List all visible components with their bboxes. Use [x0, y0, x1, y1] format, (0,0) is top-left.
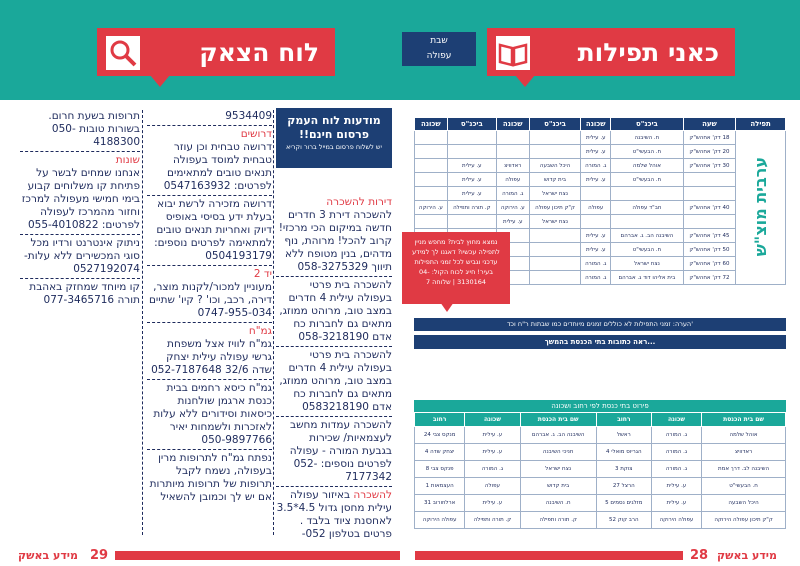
prayer-cell: ק"ק תיכון עפולה: [529, 201, 581, 215]
address-cell: ארלוזורוב 31: [415, 495, 465, 512]
ad-rental-3: להשכרה בית פרטי בעפולה עילית 4 חדרים במצב טוב, מרוהט ממוזג, מתאים גם לחברות כח אדם 0583218190: [279, 349, 392, 413]
prayer-time-cell: 40 דק' אחהש"ק: [683, 201, 735, 215]
ad-rental-5-prefix: להשכרה: [353, 489, 392, 501]
ad-rental-1: להשכרה דירת 3 חדרים חדשה במיקום הכי מרכזי! קרוב להכל! מרוהת, נוף מדהים, בנין מטופח ללא תיווך 058-3275329: [278, 209, 392, 273]
heading-misc: שונות: [115, 154, 140, 166]
prayer-row: [415, 159, 786, 173]
prayer-cell: [415, 187, 448, 201]
prayer-cell: ע. עילית: [581, 131, 611, 145]
address-cell: העצמאות 1: [415, 478, 465, 495]
prayer-cell: ג. המורה: [581, 271, 611, 285]
ad-misc-1: אנחנו שמחים לבשר על פתיחת קו משלוחים קבוע בימי חמישי מעפולה למרכז וחזור מהמרכז לעפולה לפרטים: 055-4010822: [21, 167, 140, 231]
prayer-cell: [529, 243, 581, 257]
ad-misc-2: ניתוק אינטרנט ורדיו מכל סוגי המכשירים ללא עלות- 0527192074: [24, 237, 140, 275]
prayer-cell: [415, 131, 448, 145]
prayer-cell: ג. המורה: [581, 159, 611, 173]
prayer-cell: ע. עילית: [581, 229, 611, 243]
prayer-time-cell: 20 דק' אחהש"ק: [683, 145, 735, 159]
prayer-cell: בית אליהו דוד ג. אברהם: [611, 271, 684, 285]
prayer-col-header: שכונה: [415, 118, 448, 131]
page-number-left: 29: [90, 548, 109, 563]
ad-misc-3: קו מיוחד שמחזק באהבת תורה 077-3465716: [29, 281, 140, 306]
address-row: [415, 461, 786, 478]
ad-gemach-2: גמ"ח כיסא רחמים בבית כנסת ארגמן שולחנות כיסאות וסידורים ללא עלות לאזכרות ולשמחות יאיר 050-9897766: [153, 382, 272, 446]
ad-second-hand: מעוניין למכור/לקנות מוצר, דירה, רכב, וכו' ? קיו' שתיים 0747-955-034: [148, 281, 272, 319]
book-icon: [493, 33, 533, 73]
address-cell: היכל השבעה: [702, 495, 786, 512]
ad-rental-5: באיזור עפולה עילית מחסן גדול 4.5*3.5 לאחסנת ציוד בלבד . פרטים בטלפון 052-: [276, 489, 392, 540]
prayer-cell: ע. עילית: [496, 215, 529, 229]
prayer-cell: ח. הבעשי"ט: [611, 243, 684, 257]
prayer-time-cell: 72 דק' אחהש"ק: [683, 271, 735, 285]
prayer-cell: [415, 173, 448, 187]
prayer-cell: בית קדוש: [529, 173, 581, 187]
address-row: [415, 512, 786, 529]
address-col-header: שכונה: [465, 413, 520, 427]
heading-wanted: דרושים: [240, 128, 272, 140]
ads-box-instructions: יש לשלוח פרסום במייל ברור וקריא: [286, 143, 382, 151]
footer-brand-right: מידע באשק: [717, 549, 777, 562]
address-cell: ג. המורה: [651, 444, 701, 461]
free-ads-box: [276, 108, 392, 168]
prayer-row: [415, 131, 786, 145]
address-cell: ח. השיבנה: [520, 495, 596, 512]
address-cell: יצחק שדה 4: [415, 444, 465, 461]
prayer-cell: ק. תורה ותפילה: [447, 201, 496, 215]
prayer-row: [415, 187, 786, 201]
city-badge: [402, 32, 476, 66]
ad-misc-top: תרופות בשעת חרום. בשורות טובות 050-4188300: [48, 110, 140, 148]
prayer-cell: [529, 145, 581, 159]
address-cell: ע. עילית: [465, 444, 520, 461]
prayer-cell: היכל השבעה: [529, 159, 581, 173]
classifieds-column-misc: [20, 110, 140, 307]
address-table-title: פירוט בתי כנסת לפי רחוב ושכונה: [414, 400, 786, 412]
prayer-cell: ע. עילית: [581, 145, 611, 159]
address-row: [415, 427, 786, 444]
address-cell: ק. תורה ותפילה: [520, 512, 596, 529]
prayer-cell: ע. עילית: [581, 243, 611, 257]
prayer-col-header: שכונה: [496, 118, 529, 131]
prayer-col-header: ביכנ"ס: [611, 118, 684, 131]
prayer-cell: [529, 257, 581, 271]
ad-rental-4: להשכרה עמדות מחשב לעצמאיות/ שכירות בגבעת המורה - עפולה לפרטים נוספים: 052-7177342: [289, 419, 392, 483]
prayer-cell: ע. עילית: [447, 173, 496, 187]
address-cell: חניכי השיבנה: [520, 444, 596, 461]
footer-bar-right: [415, 551, 683, 560]
heading-gemach: גמ"ח: [248, 325, 272, 337]
address-col-header: שם בית הכנסת: [520, 413, 596, 427]
address-col-header: שם בית הכנסת: [702, 413, 786, 427]
prayer-cell: [529, 131, 581, 145]
prayer-cell: [529, 229, 581, 243]
classifieds-column-jobs: [147, 110, 272, 504]
address-cell: השיבנה הב. ג. אברהם: [520, 427, 596, 444]
prayer-cell: ח. השיבנה: [611, 131, 684, 145]
address-col-header: רחוב: [596, 413, 651, 427]
prayer-col-header: ביכנ"ס: [529, 118, 581, 131]
address-cell: ח. הבעשי"ט: [702, 478, 786, 495]
address-cell: בית קדוש: [520, 478, 596, 495]
address-cell: השיבנה לב. דרך אמת: [702, 461, 786, 478]
address-cell: עפולה הירוקה: [651, 512, 701, 529]
magnifier-icon: [103, 33, 143, 73]
ads-box-free: פרסום חינם!!: [298, 128, 370, 141]
prayer-cell: [415, 159, 448, 173]
section-title-right: כאני תפילות: [487, 28, 735, 76]
prayer-cell: ח. הבעשי"ט: [611, 173, 684, 187]
speech-tail-right: [515, 75, 535, 87]
address-cell: ראדוויצ: [702, 444, 786, 461]
address-cell: אוהל שלמה: [702, 427, 786, 444]
prayer-cell: ע. עילית: [581, 173, 611, 187]
prayer-cell: ע. עילית: [447, 159, 496, 173]
prayer-note-see-addresses: ראה כתובות בתי הכנסת בהמשך...: [414, 335, 786, 349]
ad-gemach-1: גמ"ח לוויז אצל משפחת גרשי עפולה עילית יצחק שדה 32/6 052-7187648: [151, 338, 272, 376]
address-cell: מנקס צבי 24: [415, 427, 465, 444]
prayer-time-cell: [683, 187, 735, 201]
prayer-row: [415, 215, 786, 229]
prayer-cell: [529, 271, 581, 285]
prayer-cell: עפולה: [581, 201, 611, 215]
address-cell: ע. עילית: [651, 495, 701, 512]
address-row: [415, 444, 786, 461]
prayer-cell: [496, 131, 529, 145]
classifieds-column-rentals: [276, 196, 392, 541]
address-cell: ג. המורה: [651, 461, 701, 478]
heading-second-hand: יד 2: [253, 268, 272, 280]
prayer-type-cell: [736, 131, 786, 285]
prayer-time-cell: 60 דק' אחהש"ק: [683, 257, 735, 271]
address-cell: הגריוס מואלי 4: [596, 444, 651, 461]
heading-rentals: דירות להשכרה: [326, 196, 392, 208]
prayer-cell: ע. הירוקה: [415, 201, 448, 215]
footer-bar-left: [115, 551, 400, 560]
prayer-cell: עפולה: [496, 173, 529, 187]
address-cell: ג. המורה: [465, 461, 520, 478]
address-cell: נצח ישראל: [520, 461, 596, 478]
page-number-right: 28: [690, 548, 709, 563]
prayer-cell: ראדוויצ: [496, 159, 529, 173]
footer-brand-left: מידע באשק: [18, 549, 78, 562]
prayer-cell: [581, 187, 611, 201]
prayer-cell: ג. המורה: [496, 187, 529, 201]
column-divider: [142, 110, 143, 535]
prayer-type-label: ערבית מוצ"ש: [751, 156, 771, 257]
address-cell: צוקת 3: [596, 461, 651, 478]
promo-bubble-tail: [440, 302, 454, 312]
address-cell: עפולה הירוקה: [415, 512, 465, 529]
ad-rental-2: להשכרה בית פרטי בעפולה עילית 4 חדרים במצב טוב, מרוהט ממוזג, מתאים גם לחברות כח אדם 058-3218190: [279, 279, 392, 343]
prayer-cell: נצח ישראל: [529, 215, 581, 229]
prayer-cell: [447, 145, 496, 159]
prayer-note: הערה: זמני התפילות לא כוללים זמנים מיוחדים כמו שבתות ר"ח וכד': [414, 318, 786, 331]
address-cell: ע. עילית: [465, 427, 520, 444]
prayer-cell: נצח ישראל: [529, 187, 581, 201]
prayer-cell: [447, 131, 496, 145]
prayer-time-cell: [683, 173, 735, 187]
prayer-col-header: שעה: [683, 118, 735, 131]
address-cell: ק"ק תיכון עפולה הירוקה: [702, 512, 786, 529]
section-title-left: לוח הצאק: [97, 28, 335, 76]
ads-box-title: מודעות לוח העמק: [287, 114, 381, 127]
prayer-cell: [415, 215, 448, 229]
promo-bubble: נמצא מחוץ לבית? מחפש מניין לתפילה עכשיו? דאגנו לך למידע עדכני וגביש לכל זמני התפילות בעיר! חייג לכוח הקול: 04-3130164 | שלוחה 7: [402, 232, 510, 304]
address-cell: מזלגים נסמים 5: [596, 495, 651, 512]
prayer-col-header: תפילה: [736, 118, 786, 131]
address-cell: ג. המורה: [651, 427, 701, 444]
address-cell: הרצל 27: [596, 478, 651, 495]
prayer-time-cell: 18 דק' אחהש"ק: [683, 131, 735, 145]
prayer-cell: חב"ד עפולה: [611, 201, 684, 215]
prayer-cell: [447, 215, 496, 229]
prayer-cell: [611, 215, 684, 229]
prayer-time-cell: 45 דק' אחהש"ק: [683, 229, 735, 243]
address-row: [415, 495, 786, 512]
address-col-header: שכונה: [651, 413, 701, 427]
address-col-header: רחוב: [415, 413, 465, 427]
city-line1: שבת: [430, 36, 448, 46]
prayer-row: [415, 145, 786, 159]
address-cell: הרב קוק 52: [596, 512, 651, 529]
prayer-cell: [581, 215, 611, 229]
prayer-cell: ע. הירוקה: [496, 201, 529, 215]
prayer-row: [415, 201, 786, 215]
address-cell: ע. עילית: [651, 478, 701, 495]
column-divider: [273, 110, 274, 535]
address-cell: ע. עילית: [465, 495, 520, 512]
address-cell: ק. תורה ותפילה: [465, 512, 520, 529]
ad-job-2: דרושה מזכירה לרשת יבוא בעלת ידע בסיסי באופיס דיוק ואחריות תנאים טובים למתאימה לפרטים נוספים: 0504193179: [154, 198, 272, 262]
prayer-cell: אוהל שלמה: [611, 159, 684, 173]
prayer-cell: ח. הבעשי"ט: [611, 145, 684, 159]
address-row: [415, 478, 786, 495]
prayer-col-header: שכונה: [581, 118, 611, 131]
ad-job-1: דרושה טבחית וכן עוזר טבחית למוסד בעפולה תנאים טובים למתאימים לפרטים: 0547163932: [163, 141, 272, 192]
address-cell: פנקס צבי 8: [415, 461, 465, 478]
speech-tail-left: [150, 75, 170, 87]
address-cell: ראשל: [596, 427, 651, 444]
prayer-row: [415, 173, 786, 187]
ad-gemach-3: נפתח גמ"ח לתרופות מרין בעפולה, נשמח לקבל תרופות של תרופות מיותרות אם יש לך וכמובן להשאיל: [149, 452, 272, 503]
footer: [0, 546, 800, 566]
synagogue-address-table: [414, 400, 786, 529]
prayer-time-cell: [683, 215, 735, 229]
prayer-cell: נצח ישראל: [611, 257, 684, 271]
prayer-col-header: ביכנ"ס: [447, 118, 496, 131]
address-cell: עפולה: [465, 478, 520, 495]
city-line2: עפולה: [426, 51, 452, 61]
ad-phone-top: 9534409: [225, 110, 272, 122]
prayer-cell: ע. עילית: [447, 187, 496, 201]
prayer-cell: ג. המורה: [581, 257, 611, 271]
prayer-time-cell: 30 דק' אחהש"ק: [683, 159, 735, 173]
prayer-cell: [496, 145, 529, 159]
prayer-cell: [611, 187, 684, 201]
prayer-cell: השיבנה הב. ג. אברהם: [611, 229, 684, 243]
prayer-cell: [415, 145, 448, 159]
prayer-time-cell: 50 דק' אחהש"ק: [683, 243, 735, 257]
